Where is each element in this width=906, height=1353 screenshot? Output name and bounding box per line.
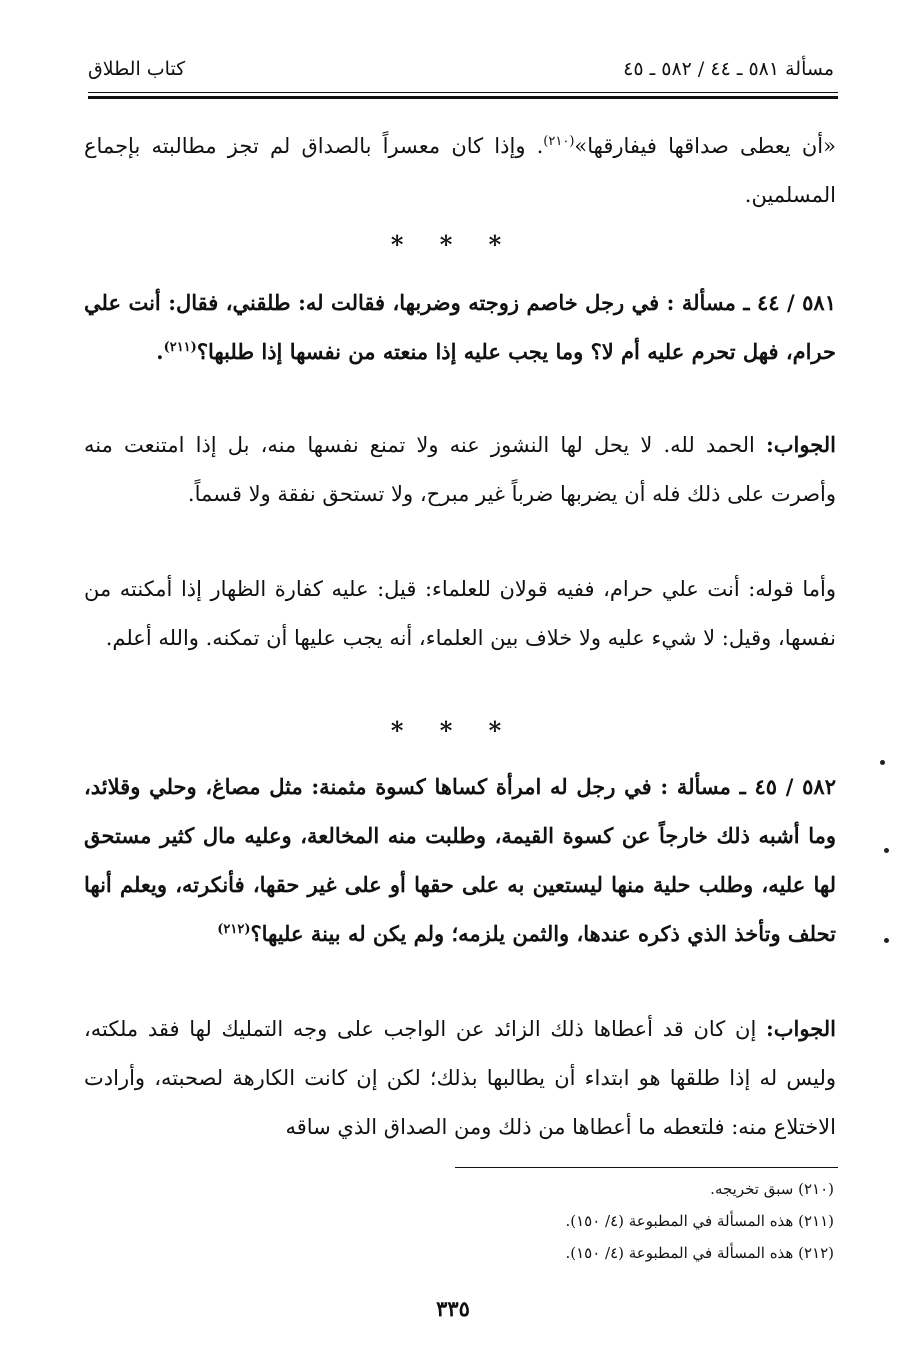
issue-581-question-text: في رجل خاصم زوجته وضربها، فقالت له: طلقني، فقال: أنت علي حرام، فهل تحرم عليه أم لا؟ وما يجب عليه إذا منعته من نفسها إذا طلبها؟ (84, 290, 836, 364)
header-rule-thin (88, 92, 838, 93)
footnote-211: (٢١١) هذه المسألة في المطبوعة (٤/ ١٥٠). (565, 1212, 834, 1230)
footnote-210: (٢١٠) سبق تخريجه. (710, 1180, 834, 1198)
continuation-paragraph (84, 122, 836, 220)
scan-speck (884, 938, 889, 943)
page-number: ٣٣٥ (436, 1296, 470, 1321)
issue-582-label: ٥٨٢ / ٤٥ ـ مسألة : (660, 774, 836, 799)
footnote-ref-210: (٢١٠) (543, 134, 575, 149)
continuation-rest: . وإذا كان معسراً بالصداق لم تجز مطالبته بإجماع المسلمين. (84, 134, 836, 207)
issue-582-question-text: في رجل له امرأة كساها كسوة مثمنة: مثل مصاغ، وحلي وقلائد، وما أشبه ذلك خارجاً عن كسوة القيمة، وطلبت منه المخالعة، وعليه مال كثير مستحق لها عليه، وطلب حلية منها ليستعين به على حقها أو على غير حقها، فأنكرته، ويعلم أنها تحلف وتأخذ الذي ذكره عندها، والثمن يلزمه؛ ولم يكن له بينة عليها؟ (84, 774, 836, 946)
issue-581-answer-text: الحمد لله. لا يحل لها النشوز عنه ولا تمنع نفسها منه، بل إذا امتنعت منه وأصرت على ذلك فله أن يضربها ضرباً غير مبرح، ولا تستحق نفقة ولا قسماً. (84, 433, 836, 506)
running-header-issue-range: مسألة ٥٨١ ـ ٤٤ / ٥٨٢ ـ ٤٥ (623, 58, 834, 80)
footnote-ref-211: (٢١١) (163, 340, 197, 355)
issue-582-question (84, 762, 836, 958)
scan-speck (880, 760, 885, 765)
header-rule-thick (88, 96, 838, 99)
footnote-ref-212: (٢١٢) (217, 922, 251, 937)
issue-581-answer-label: الجواب: (766, 432, 836, 457)
issue-581-question (84, 278, 836, 376)
footnote-212: (٢١٢) هذه المسألة في المطبوعة (٤/ ١٥٠). (565, 1244, 834, 1262)
quoted-hadith: «أن يعطى صداقها فيفارقها» (574, 134, 836, 158)
section-separator-1: * * * (390, 230, 516, 259)
issue-581-answer-p2: وأما قوله: أنت علي حرام، ففيه قولان للعلماء: قيل: عليه كفارة الظهار إذا أمكنته من نفسها، وقيل: لا شيء عليه ولا خلاف بين العلماء، أنه يجب عليها أن تمكنه. والله أعلم. (84, 577, 836, 650)
section-separator-2: * * * (390, 716, 516, 745)
issue-581-answer (84, 420, 836, 519)
issue-582-answer-text: إن كان قد أعطاها ذلك الزائد عن الواجب على وجه التمليك لها فقد ملكته، وليس له إذا طلقها هو ابتداء أن يطالبها بذلك؛ لكن إن كانت الكارهة لصحبته، وأرادت الاختلاع منه: فلتعطه ما أعطاها من ذلك ومن الصداق الذي ساقه (84, 1017, 836, 1139)
issue-581-end: . (156, 339, 164, 364)
running-header-book-title: كتاب الطلاق (88, 58, 186, 80)
issue-582-answer-label: الجواب: (766, 1016, 836, 1041)
issue-582-answer (84, 1004, 836, 1152)
scan-speck (884, 848, 889, 853)
issue-581-label: ٥٨١ / ٤٤ ـ مسألة : (666, 290, 836, 315)
footnote-rule (455, 1167, 838, 1168)
